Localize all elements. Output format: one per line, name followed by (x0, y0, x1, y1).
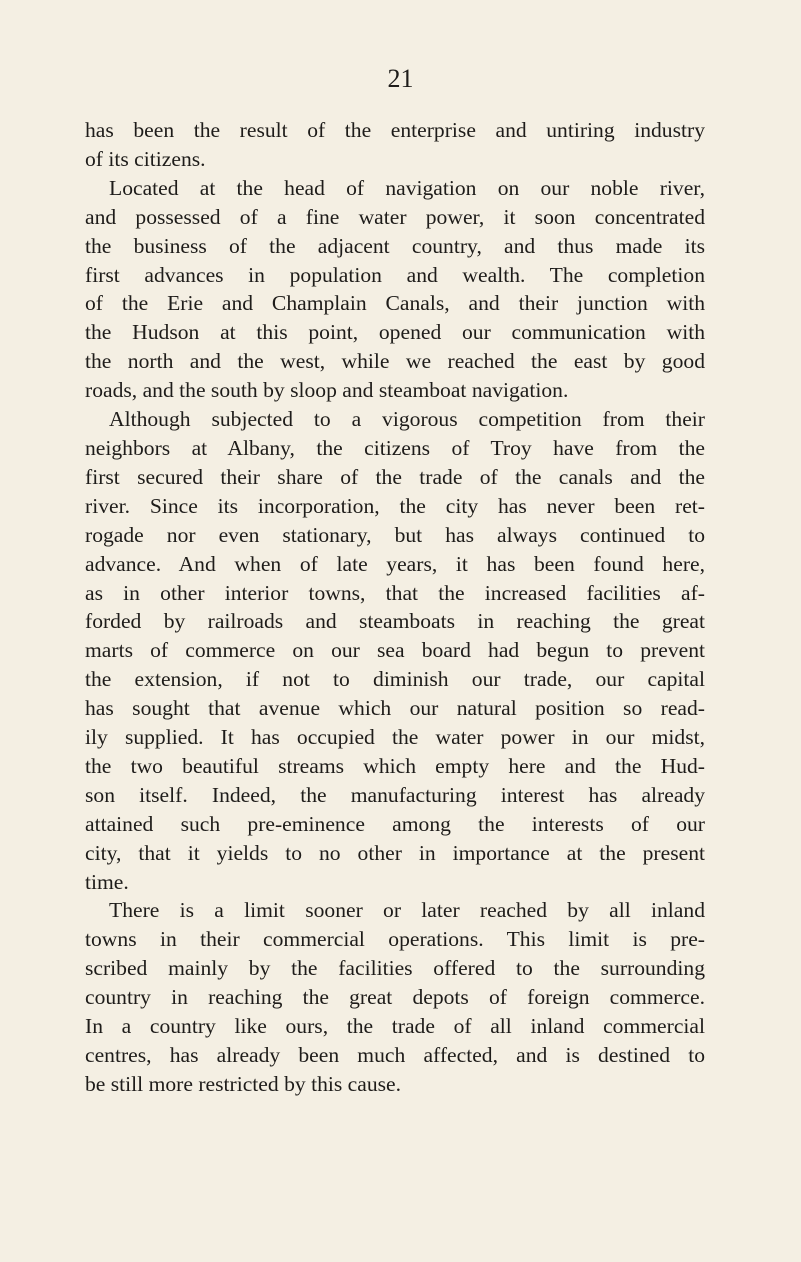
text-line: of the Erie and Champlain Canals, and their junction with (85, 291, 705, 316)
text-line: the business of the adjacent country, and thus made its (85, 233, 705, 258)
text-line: be still more restricted by this cause. (85, 1071, 402, 1096)
text-line: has been the result of the enterprise and untiring industry (85, 118, 705, 142)
text-line: first advances in population and wealth. The completion (85, 262, 705, 287)
text-line: scribed mainly by the facilities offered to the surrounding (85, 956, 705, 981)
text-line: attained such pre-eminence among the interests of our (85, 811, 705, 836)
text-line: rogade nor even stationary, but has always continued to (85, 522, 705, 547)
text-line: Located at the head of navigation on our noble river, (109, 175, 705, 200)
page-number: 21 (387, 64, 414, 93)
text-line: city, that it yields to no other in importance at the present (85, 840, 705, 865)
text-line: river. Since its incorporation, the city has never been ret- (85, 493, 705, 518)
text-line: centres, has already been much affected, and is destined to (85, 1043, 705, 1067)
text-line: Although subjected to a vigorous competition from their (109, 407, 705, 432)
text-line: first secured their share of the trade of the canals and the (85, 464, 705, 489)
paragraph (85, 405, 705, 896)
paragraph (85, 116, 705, 174)
text-line: towns in their commercial operations. This limit is pre- (85, 927, 705, 952)
text-line: country in reaching the great depots of foreign commerce. (85, 985, 705, 1010)
text-line: neighbors at Albany, the citizens of Troy have from the (85, 435, 705, 460)
paragraph (85, 896, 705, 1098)
body-text (85, 116, 705, 1099)
text-line: ily supplied. It has occupied the water power in our midst, (85, 725, 705, 750)
text-line: marts of commerce on our sea board had begun to prevent (85, 638, 705, 663)
text-line: the two beautiful streams which empty here and the Hud- (85, 753, 705, 778)
text-line: There is a limit sooner or later reached by all inland (109, 898, 705, 923)
text-line: roads, and the south by sloop and steamboat navigation. (85, 378, 569, 403)
text-line: as in other interior towns, that the increased facilities af- (85, 580, 705, 605)
text-line: has sought that avenue which our natural position so read- (85, 696, 705, 721)
text-line: In a country like ours, the trade of all inland commercial (85, 1014, 705, 1039)
text-line: of its citizens. (85, 146, 206, 171)
text-line: son itself. Indeed, the manufacturing interest has already (85, 782, 705, 807)
text-line: the Hudson at this point, opened our communication with (85, 320, 705, 345)
text-line: the extension, if not to diminish our trade, our capital (85, 667, 705, 692)
text-line: time. (85, 869, 129, 894)
text-line: forded by railroads and steamboats in reaching the great (85, 609, 705, 634)
text-line: the north and the west, while we reached the east by good (85, 349, 705, 374)
text-line: advance. And when of late years, it has been found here, (85, 551, 705, 576)
text-line: and possessed of a fine water power, it soon concentrated (85, 204, 705, 229)
paragraph (85, 174, 705, 405)
